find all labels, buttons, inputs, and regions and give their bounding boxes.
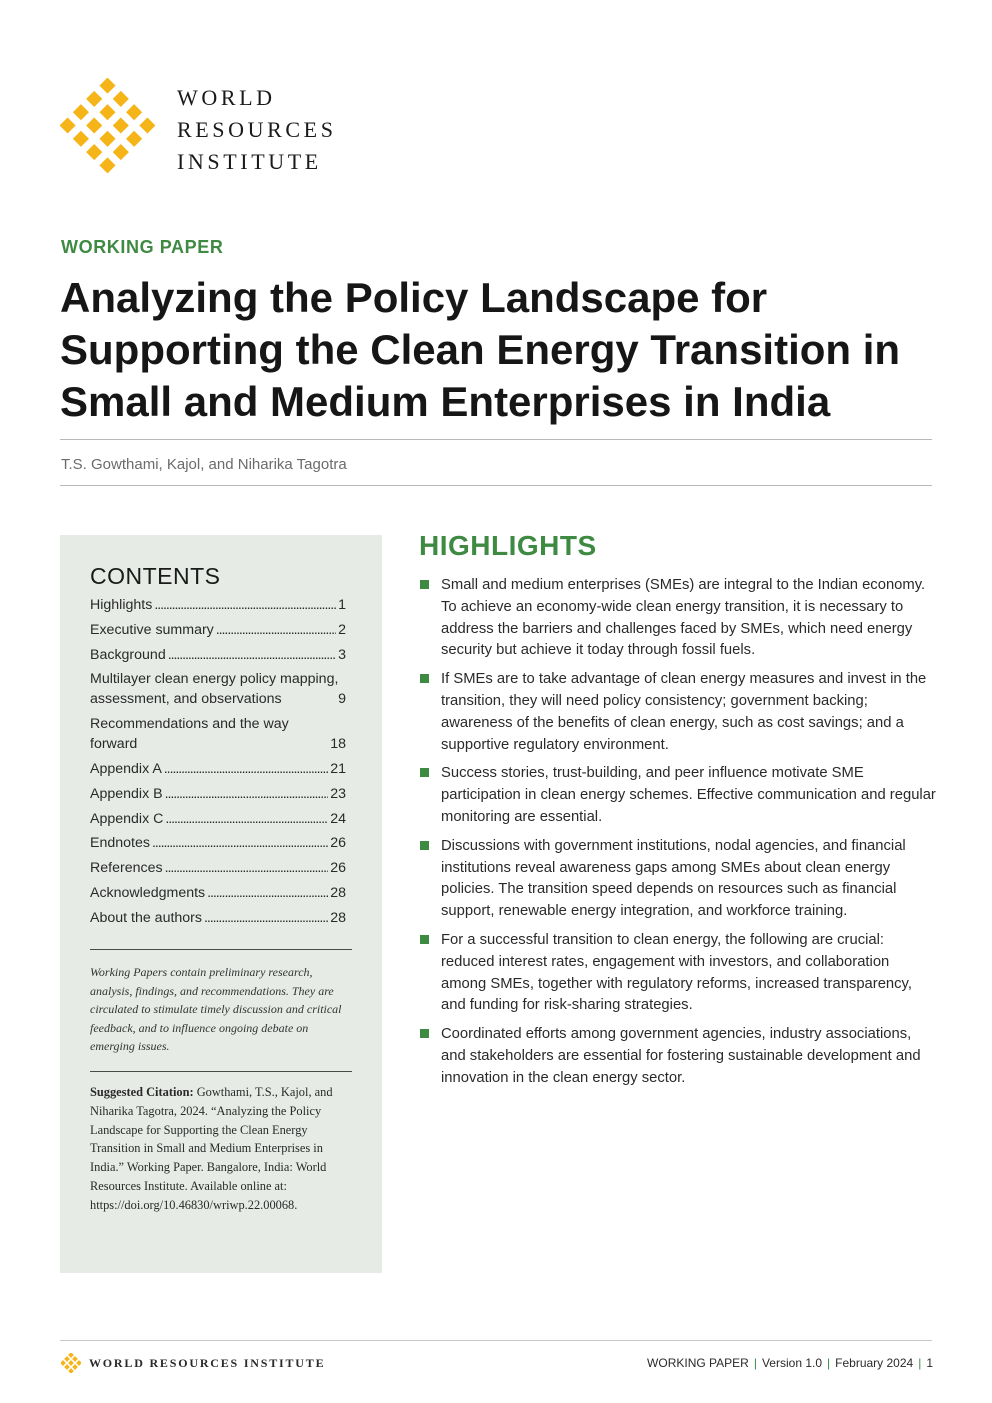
toc-page: 26 [330, 835, 346, 852]
square-bullet-icon [420, 841, 429, 850]
list-item [419, 669, 937, 756]
toc-item[interactable] [90, 833, 346, 853]
paper-type-label: WORKING PAPER [61, 237, 224, 257]
toc-page: 24 [330, 810, 346, 827]
highlight-text: Discussions with government institutions, nodal agencies, and financial institutions reveal awareness gaps among SMEs about clean energy policies. The transition speed depends on resources such as financial support, renewable energy integration, and workforce training. [441, 837, 906, 920]
highlight-text: Small and medium enterprises (SMEs) are integral to the Indian economy. To achieve an economy-wide clean energy transition, it is necessary to address the barriers and challenges faced by SMEs, which need energy security but achieve it today through fossil fuels. [441, 577, 926, 659]
highlights-heading: HIGHLIGHTS [419, 530, 597, 561]
square-bullet-icon [420, 1029, 429, 1038]
toc-item[interactable] [90, 714, 346, 754]
sidebar-divider [90, 949, 352, 950]
working-paper-note: Working Papers contain preliminary research, analysis, findings, and recommendations. They are circulated to stimulate timely discussion and critical feedback, and to influence ongoing debate on emerging issues. [90, 965, 342, 1054]
toc-label: Highlights [90, 597, 153, 613]
org-name-line: RESOURCES [177, 117, 337, 142]
toc-page: 18 [330, 736, 346, 753]
list-item [419, 575, 937, 662]
highlight-text: Coordinated efforts among government agencies, industry associations, and stakeholders are essential for fostering sustainable development and innovation in the clean energy sector. [441, 1026, 921, 1086]
footer-org-name: WORLD RESOURCES INSTITUTE [89, 1356, 326, 1370]
toc-page: 1 [338, 597, 346, 613]
list-item [419, 763, 937, 828]
toc-label: Executive summary [90, 621, 214, 638]
toc-label-line1: Multilayer clean energy policy mapping, [90, 671, 339, 688]
toc-label: Acknowledgments [90, 884, 206, 901]
list-item [419, 930, 937, 1017]
org-name-line: WORLD [177, 85, 276, 110]
toc-page: 23 [330, 785, 346, 802]
toc-label: Appendix B [90, 785, 163, 802]
contents-sidebar [60, 535, 382, 1273]
toc-item[interactable] [90, 809, 346, 829]
toc-page: 21 [330, 760, 346, 777]
divider [60, 485, 932, 486]
toc-label-line1: Recommendations and the way [90, 716, 289, 733]
square-bullet-icon [420, 674, 429, 683]
authors: T.S. Gowthami, Kajol, and Niharika Tagotra [61, 456, 347, 473]
org-name [177, 82, 337, 178]
square-bullet-icon [420, 768, 429, 777]
toc-item[interactable] [90, 784, 346, 804]
square-bullet-icon [420, 580, 429, 589]
table-of-contents [90, 595, 346, 933]
toc-item[interactable] [90, 620, 346, 640]
toc-label: About the authors [90, 909, 203, 926]
toc-item[interactable] [90, 595, 346, 615]
contents-heading: CONTENTS [90, 563, 221, 589]
toc-label: Background [90, 646, 166, 663]
toc-page: 2 [338, 621, 346, 638]
toc-label: Endnotes [90, 835, 150, 852]
toc-label: forward [90, 736, 138, 753]
toc-page: 28 [330, 909, 346, 926]
divider [60, 439, 932, 440]
toc-item[interactable] [90, 669, 346, 709]
toc-page: 26 [330, 860, 346, 877]
wri-logo-icon [60, 78, 155, 173]
list-item [419, 836, 937, 923]
toc-page: 28 [330, 884, 346, 901]
paper-title: Analyzing the Policy Landscape for Supporting the Clean Energy Transition in Small and Medium Enterprises in India [60, 274, 901, 425]
toc-item[interactable] [90, 858, 346, 878]
suggested-citation [90, 1083, 352, 1215]
org-name-line: INSTITUTE [177, 149, 322, 174]
toc-page: 3 [338, 646, 346, 663]
toc-label: assessment, and observations [90, 691, 282, 708]
highlight-text: If SMEs are to take advantage of clean energy measures and invest in the transition, they will need policy consistency; government backing; awareness of the benefits of clean energy, such as cost savings; and a supportive regulatory environment. [441, 671, 927, 753]
footer-version: Version 1.0 [761, 1356, 823, 1370]
footer-date: February 2024 [835, 1356, 914, 1370]
toc-label: References [90, 860, 163, 877]
highlight-text: Success stories, trust-building, and peer influence motivate SME participation in clean energy schemes. Effective communication and regular monitoring are essential. [441, 765, 936, 825]
footer-page-number: 1 [926, 1356, 933, 1370]
list-item [419, 1024, 937, 1089]
toc-label: Appendix A [90, 760, 162, 777]
citation-label: Suggested Citation: [90, 1085, 194, 1099]
highlights-list [419, 575, 937, 1097]
toc-label: Appendix C [90, 810, 164, 827]
toc-item[interactable] [90, 645, 346, 665]
highlight-text: For a successful transition to clean energy, the following are crucial: reduced interest rates, engagement with investors, and collaboration among SMEs, together with regulatory reforms, increased transparency, and funding for risk-sharing strategies. [441, 931, 912, 1014]
toc-item[interactable] [90, 908, 346, 928]
square-bullet-icon [420, 935, 429, 944]
citation-text: Gowthami, T.S., Kajol, and Niharika Tagotra, 2024. “Analyzing the Policy Landscape for Supporting the Clean Energy Transition in Small and Medium Enterprises in India.” Working Paper. Bangalore, India: World Resources Institute. Available online at: https://doi.org/10.46830/wriwp.22.00068. [90, 1085, 333, 1212]
footer-meta: WORKING PAPER | Version 1.0 | February 2024 | 1 [647, 1356, 933, 1370]
toc-item[interactable] [90, 759, 346, 779]
footer-paper-type: WORKING PAPER [647, 1356, 749, 1370]
sidebar-divider [90, 1071, 352, 1072]
toc-page: 9 [338, 691, 346, 708]
toc-item[interactable] [90, 883, 346, 903]
footer-divider [60, 1340, 932, 1341]
wri-logo-icon [61, 1353, 81, 1373]
